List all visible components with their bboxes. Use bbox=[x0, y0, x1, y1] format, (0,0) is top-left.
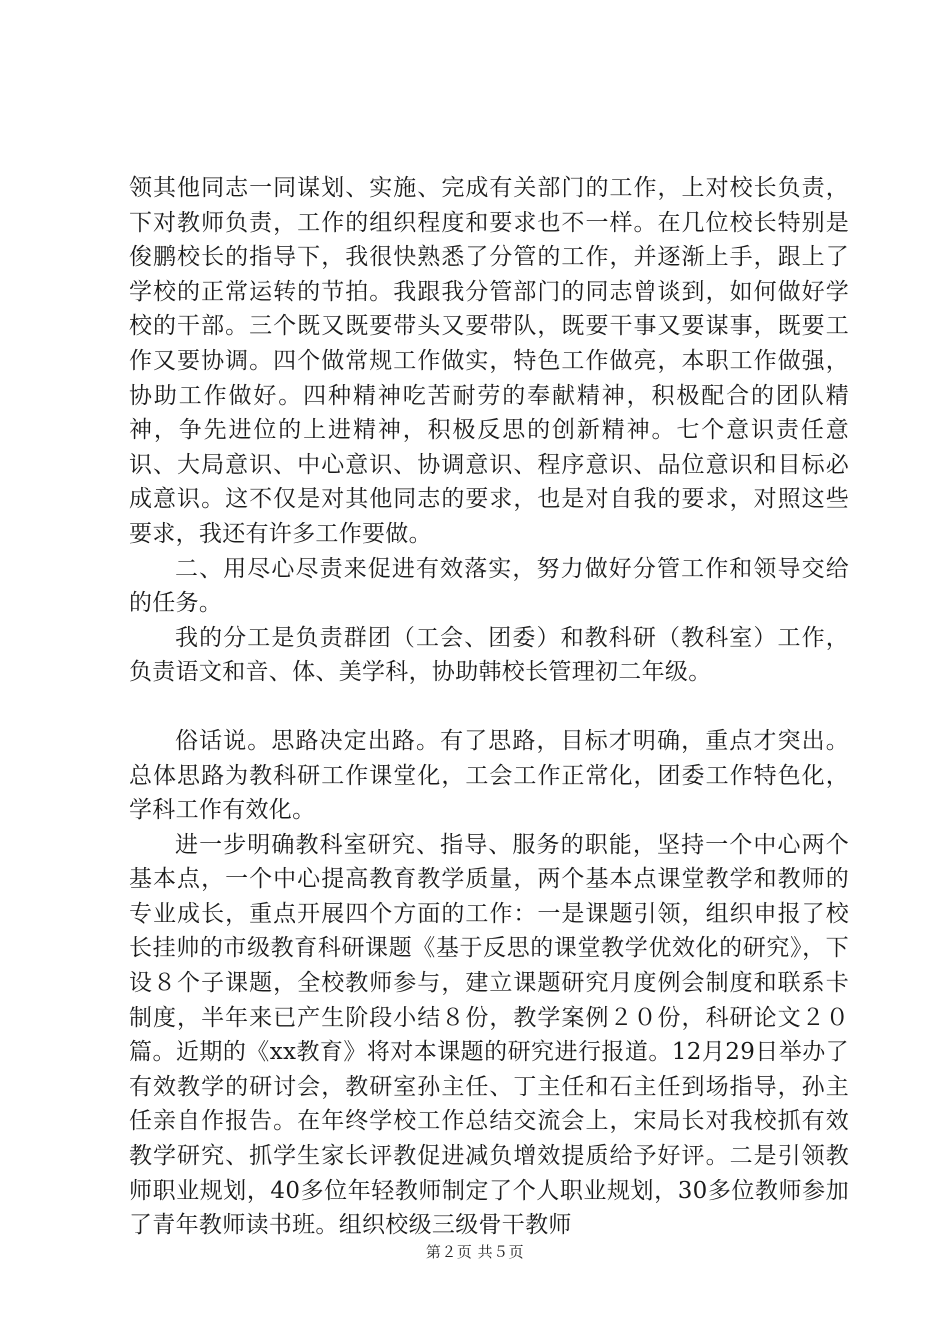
page-number-footer: 第２页 共５页 bbox=[425, 1243, 525, 1261]
paragraph-division-of-work: 我的分工是负责群团（工会、团委）和教科研（教科室）工作，负责语文和音、体、美学科，协助韩校长管理初二年级。 bbox=[129, 624, 849, 686]
paragraph-research-office: 进一步明确教科室研究、指导、服务的职能，坚持一个中心两个基本点，一个中心提高教育教学质量，两个基本点课堂教学和教师的专业成长，重点开展四个方面的工作：一是课题引领，组织申报了校长挂帅的市级教育科研课题《基于反思的课堂教学优效化的研究》，下设８个子课题，全校教师参与，建立课题研究月度例会制度和联系卡制度，半年来已产生阶段小结８份，教学案例２０份，科研论文２０篇。近期的《xx教育》将对本课题的研究进行报道。12月29日举办了有效教学的研讨会，教研室孙主任、丁主任和石主任到场指导，孙主任亲自作报告。在年终学校工作总结交流会上，宋局长对我校抓有效教学研究、抓学生家长评教促进减负增效提质给予好评。二是引领教师职业规划，40多位年轻教师制定了个人职业规划，30多位教师参加了青年教师读书班。组织校级三级骨干教师 bbox=[129, 831, 849, 1239]
document-body bbox=[129, 171, 849, 1243]
paragraph-section-heading: 二、用尽心尽责来促进有效落实，努力做好分管工作和领导交给的任务。 bbox=[129, 555, 849, 617]
paragraph-continuation: 领其他同志一同谋划、实施、完成有关部门的工作，上对校长负责，下对教师负责，工作的组织程度和要求也不一样。在几位校长特别是俊鹏校长的指导下，我很快熟悉了分管的工作，并逐渐上手，跟上了学校的正常运转的节拍。我跟我分管部门的同志曾谈到，如何做好学校的干部。三个既又既要带头又要带队，既要干事又要谋事，既要工作又要协调。四个做常规工作做实，特色工作做亮，本职工作做强，协助工作做好。四种精神吃苦耐劳的奉献精神，积极配合的团队精神，争先进位的上进精神，积极反思的创新精神。七个意识责任意识、大局意识、中心意识、协调意识、程序意识、品位意识和目标必成意识。这不仅是对其他同志的要求，也是对自我的要求，对照这些要求，我还有许多工作要做。 bbox=[129, 175, 849, 547]
paragraph-overall-approach: 俗话说。思路决定出路。有了思路，目标才明确，重点才突出。总体思路为教科研工作课堂化，工会工作正常化，团委工作特色化，学科工作有效化。 bbox=[129, 727, 849, 824]
